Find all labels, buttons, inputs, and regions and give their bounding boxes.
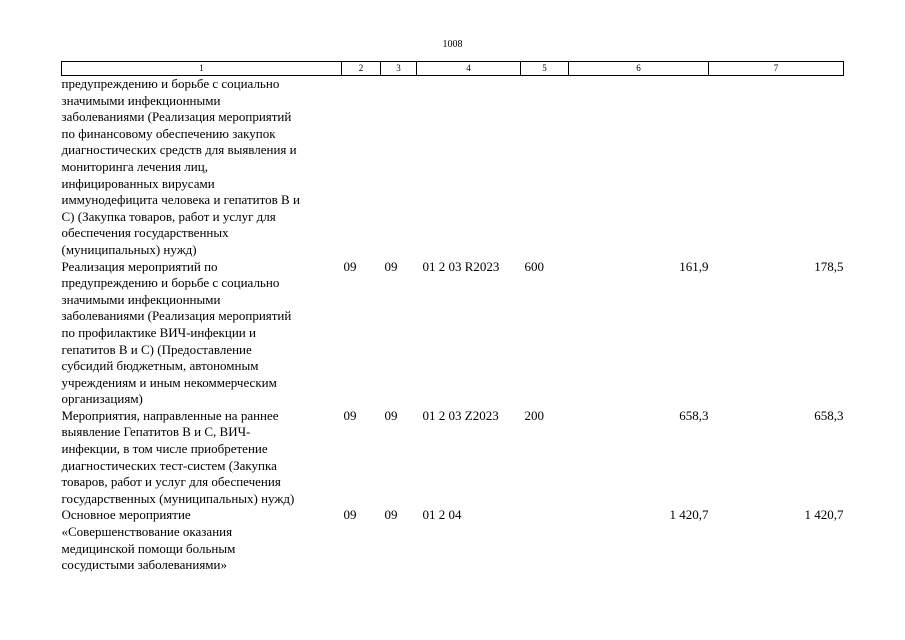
- target-article-cell: [417, 76, 521, 259]
- row-name-line: по профилактике ВИЧ-инфекции и: [61, 324, 256, 340]
- row-name-line: инфекции, в том числе приобретение: [61, 441, 268, 457]
- row-name-line: инфицированных вирусами: [61, 175, 215, 191]
- expense-type-cell: [521, 76, 569, 259]
- row-name-line: Реализация мероприятий по: [61, 258, 218, 274]
- expense-type-cell: [521, 507, 569, 573]
- section-code-cell: 09: [343, 507, 357, 523]
- amount-year2-cell: 178,5: [814, 258, 844, 274]
- column-header-2: 2: [342, 62, 381, 76]
- table-header: [62, 62, 844, 76]
- subsection-code-cell: 09: [384, 507, 398, 523]
- column-header-4: 4: [417, 62, 521, 76]
- row-name-line: мониторинга лечения лиц,: [61, 158, 208, 174]
- expense-type-cell: 200: [524, 407, 544, 423]
- column-header-7: 7: [709, 62, 844, 76]
- row-name-line: сосудистыми заболеваниями»: [61, 557, 227, 573]
- amount-year1-cell: 161,9: [679, 258, 709, 274]
- page-number: 1008: [442, 39, 463, 50]
- target-article-cell: 01 2 03 R2023: [422, 258, 500, 274]
- amount-year1-cell: [569, 76, 709, 259]
- amount-year2-cell: 1 420,7: [804, 507, 844, 523]
- row-name-cell: [62, 259, 342, 408]
- row-name-line: по финансовому обеспечению закупок: [61, 125, 276, 141]
- subsection-code-cell: 09: [384, 407, 398, 423]
- amount-year2-cell: [709, 76, 844, 259]
- row-name-line: организациям): [61, 391, 143, 407]
- amount-year1-cell: 658,3: [679, 407, 709, 423]
- row-name-line: гепатитов В и С) (Предоставление: [61, 341, 252, 357]
- column-header-1: 1: [62, 62, 342, 76]
- column-header-3: 3: [381, 62, 417, 76]
- row-name-line: заболеваниями (Реализация мероприятий: [61, 308, 292, 324]
- row-name-line: предупреждению и борьбе с социально: [61, 76, 280, 91]
- subsection-code-cell: 09: [384, 258, 398, 274]
- target-article-cell: 01 2 03 Z2023: [422, 407, 499, 423]
- table-row: [62, 76, 844, 259]
- row-name-line: диагностических средств для выявления и: [61, 142, 297, 158]
- row-name-line: обеспечения государственных: [61, 225, 229, 241]
- row-name-line: С) (Закупка товаров, работ и услуг для: [61, 208, 276, 224]
- section-code-cell: 09: [343, 258, 357, 274]
- row-name-line: государственных (муниципальных) нужд): [61, 490, 295, 506]
- row-name-line: иммунодефицита человека и гепатитов В и: [61, 192, 300, 208]
- expense-type-cell: 600: [524, 258, 544, 274]
- row-name-line: Мероприятия, направленные на раннее: [61, 407, 279, 423]
- row-name-line: выявление Гепатитов В и С, ВИЧ-: [61, 424, 251, 440]
- row-name-cell: [62, 408, 342, 508]
- row-name-line: медицинской помощи больным: [61, 540, 236, 556]
- table-row: [62, 408, 844, 508]
- row-name-line: значимыми инфекционными: [61, 291, 221, 307]
- row-name-line: субсидий бюджетным, автономным: [61, 358, 259, 374]
- row-name-cell: [62, 507, 342, 573]
- row-name-line: Основное мероприятие: [61, 507, 191, 523]
- table-body: [62, 76, 844, 574]
- row-name-line: значимыми инфекционными: [61, 92, 221, 108]
- row-name-line: «Совершенствование оказания: [61, 524, 233, 540]
- row-name-line: предупреждению и борьбе с социально: [61, 275, 280, 291]
- table-row: [62, 507, 844, 573]
- header-row: [62, 62, 844, 76]
- section-code-cell: 09: [343, 407, 357, 423]
- target-article-cell: 01 2 04: [422, 507, 462, 523]
- row-name-line: заболеваниями (Реализация мероприятий: [61, 109, 292, 125]
- row-name-line: диагностических тест-систем (Закупка: [61, 457, 277, 473]
- row-name-cell: [62, 76, 342, 259]
- amount-year2-cell: 658,3: [814, 407, 844, 423]
- column-header-5: 5: [521, 62, 569, 76]
- section-code-cell: [342, 76, 381, 259]
- row-name-line: (муниципальных) нужд): [61, 241, 197, 257]
- row-name-line: учреждениям и иным некоммерческим: [61, 374, 277, 390]
- budget-table: [61, 61, 844, 574]
- amount-year1-cell: 1 420,7: [669, 507, 709, 523]
- row-name-line: товаров, работ и услуг для обеспечения: [61, 474, 281, 490]
- column-header-6: 6: [569, 62, 709, 76]
- table-row: [62, 259, 844, 408]
- subsection-code-cell: [381, 76, 417, 259]
